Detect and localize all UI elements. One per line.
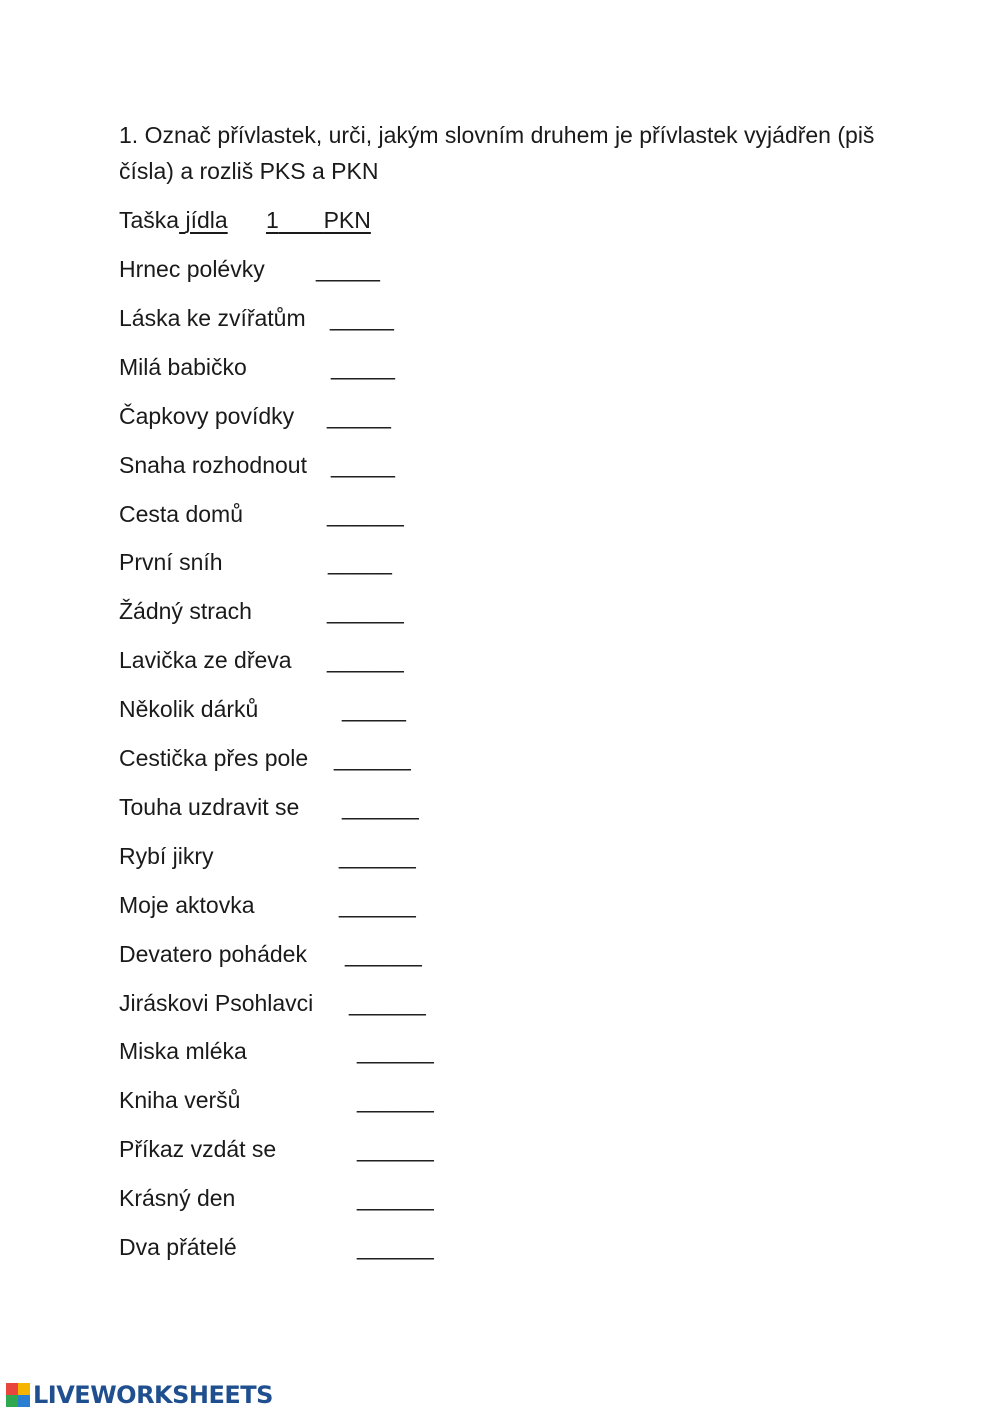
exercise-phrase: Cestička přes pole <box>119 745 309 771</box>
exercise-item <box>119 1131 539 1167</box>
exercise-phrase: Rybí jikry <box>119 842 214 869</box>
exercise-item <box>119 1033 539 1069</box>
answer-blank[interactable]: ______ <box>339 891 416 918</box>
example-answer: 1 PKN <box>266 207 371 233</box>
exercise-phrase: Touha uzdravit se <box>119 793 300 820</box>
exercise-item <box>119 642 539 678</box>
brand-name: LIVEWORKSHEETS <box>33 1381 273 1409</box>
liveworksheets-logo-icon <box>6 1383 30 1407</box>
exercise-item <box>119 1082 539 1118</box>
exercise-phrase: Dva přátelé <box>119 1234 237 1260</box>
example-attribute: jídla <box>185 207 228 233</box>
exercise-item <box>119 593 539 629</box>
exercise-item <box>119 300 539 336</box>
exercise-item <box>119 1180 539 1216</box>
answer-blank[interactable]: ______ <box>357 1234 434 1260</box>
exercise-item <box>119 936 539 972</box>
exercise-phrase: Láska ke zvířatům <box>119 304 306 331</box>
exercise-item <box>119 789 539 825</box>
answer-blank[interactable]: _____ <box>328 549 392 576</box>
exercise-phrase: Několik dárků <box>119 696 259 723</box>
answer-blank[interactable]: ______ <box>349 989 426 1016</box>
exercise-item <box>119 251 539 287</box>
answer-blank[interactable]: ______ <box>334 745 411 771</box>
exercise-item <box>119 838 539 874</box>
exercise-phrase: Čapkovy povídky <box>119 402 295 429</box>
answer-blank[interactable]: ______ <box>357 1136 434 1163</box>
answer-blank[interactable]: ______ <box>357 1185 434 1212</box>
answer-blank[interactable]: _____ <box>316 256 380 282</box>
exercise-item <box>119 447 539 483</box>
exercise-phrase: Jiráskovi Psohlavci <box>119 989 314 1016</box>
exercise-phrase: Žádný strach <box>119 598 252 625</box>
answer-blank[interactable]: ______ <box>357 1087 434 1114</box>
exercise-phrase: Miska mléka <box>119 1038 247 1065</box>
exercise-phrase: Snaha rozhodnout <box>119 451 307 478</box>
exercise-item <box>119 398 539 434</box>
exercise-item <box>119 691 539 727</box>
answer-blank[interactable]: _____ <box>327 402 391 429</box>
exercise-phrase: Cesta domů <box>119 500 244 527</box>
answer-blank[interactable]: ______ <box>327 647 404 674</box>
exercise-phrase: První sníh <box>119 549 223 576</box>
answer-blank[interactable]: ______ <box>342 793 419 820</box>
exercise-item <box>119 1229 539 1265</box>
exercise-phrase: Krásný den <box>119 1185 236 1212</box>
instruction-text: 1. Označ přívlastek, urči, jakým slovním druhem je přívlastek vyjádřen (piš čísla) a rozliš PKS a PKN <box>119 122 875 184</box>
answer-blank[interactable]: _____ <box>342 696 406 723</box>
exercise-item <box>119 544 539 580</box>
exercise-item <box>119 349 539 385</box>
answer-blank[interactable]: ______ <box>345 940 422 967</box>
exercise-phrase: Lavička ze dřeva <box>119 647 292 674</box>
exercise-item <box>119 985 539 1021</box>
exercise-phrase: Příkaz vzdát se <box>119 1136 277 1163</box>
exercise-phrase: Moje aktovka <box>119 891 255 918</box>
answer-blank[interactable]: ______ <box>357 1038 434 1065</box>
answer-blank[interactable]: _____ <box>331 451 395 478</box>
answer-blank[interactable]: ______ <box>327 598 404 625</box>
exercise-phrase: Hrnec polévky <box>119 256 265 282</box>
exercise-item <box>119 496 539 532</box>
answer-blank[interactable]: ______ <box>327 500 404 527</box>
footer-brand <box>6 1380 273 1410</box>
exercise-item <box>119 887 539 923</box>
exercise-item <box>119 740 539 776</box>
example-noun: Taška <box>119 207 180 233</box>
answer-blank[interactable]: _____ <box>330 304 394 331</box>
exercise-phrase: Milá babičko <box>119 353 247 380</box>
example-row <box>119 202 371 238</box>
exercise-phrase: Kniha veršů <box>119 1087 241 1114</box>
answer-blank[interactable]: _____ <box>331 353 395 380</box>
answer-blank[interactable]: ______ <box>339 842 416 869</box>
exercise-phrase: Devatero pohádek <box>119 940 307 967</box>
